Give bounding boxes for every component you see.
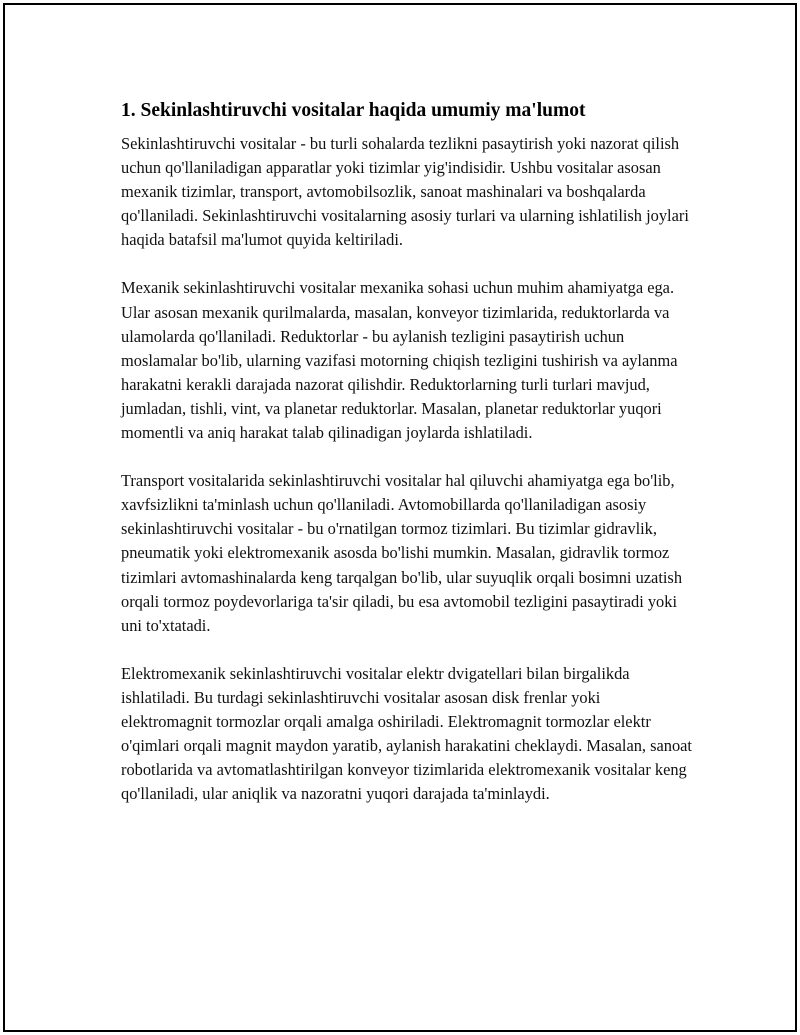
section-heading: 1. Sekinlashtiruvchi vositalar haqida umumiy ma'lumot xyxy=(121,100,586,121)
page-frame xyxy=(3,3,797,1032)
paragraph-mechanical: Mexanik sekinlashtiruvchi vositalar mexanika sohasi uchun muhim ahamiyatga ega. Ular asosan mexanik qurilmalarda, masalan, konveyor tizimlarida, reduktorlarda va ulamolarda qo'llaniladi. Reduktorlar - bu aylanish tezligini pasaytirish uchun moslamalar bo'lib, ularning vazifasi motorning chiqish tezligini tushirish va aylanma harakatni kerakli darajada nazorat qilishdir. Reduktorlarning turli turlari mavjud, jumladan, tishli, vint, va planetar reduktorlar. Masalan, planetar reduktorlar yuqori momentli va aniq harakat talab qilinadigan joylarda ishlatiladi. xyxy=(121,278,678,443)
paragraph-intro: Sekinlashtiruvchi vositalar - bu turli sohalarda tezlikni pasaytirish yoki nazorat qilish uchun qo'llaniladigan apparatlar yoki tizimlar yig'indisidir. Ushbu vositalar asosan mexanik tizimlar, transport, avtomobilsozlik, sanoat mashinalari va boshqalarda qo'llaniladi. Sekinlashtiruvchi vositalarning asosiy turlari va ularning ishlatilish joylari haqida batafsil ma'lumot quyida keltiriladi. xyxy=(121,134,689,250)
paragraph-electromechanical: Elektromexanik sekinlashtiruvchi vositalar elektr dvigatellari bilan birgalikda ishlatiladi. Bu turdagi sekinlashtiruvchi vositalar asosan disk frenlar yoki elektromagnit tormozlar orqali amalga oshiriladi. Elektromagnit tormozlar elektr o'qimlari orqali magnit maydon yaratib, aylanish harakatini cheklaydi. Masalan, sanoat robotlarida va avtomatlashtirilgan konveyor tizimlarida elektromexanik vositalar keng qo'llaniladi, ular aniqlik va nazoratni yuqori darajada ta'minlaydi. xyxy=(121,663,692,804)
paragraph-transport: Transport vositalarida sekinlashtiruvchi vositalar hal qiluvchi ahamiyatga ega bo'lib, xavfsizlikni ta'minlash uchun qo'llaniladi. Avtomobillarda qo'llaniladigan asosiy sekinlashtiruvchi vositalar - bu o'rnatilgan tormoz tizimlari. Bu tizimlar gidravlik, pneumatik yoki elektromexanik asosda bo'lishi mumkin. Masalan, gidravlik tormoz tizimlari avtomashinalarda keng tarqalgan bo'lib, ular suyuqlik orqali bosimni uzatish orqali tormoz poydevorlariga ta'sir qiladi, bu esa avtomobil tezligini pasaytiradi yoki uni to'xtatadi. xyxy=(121,471,683,635)
document-body xyxy=(121,98,693,830)
